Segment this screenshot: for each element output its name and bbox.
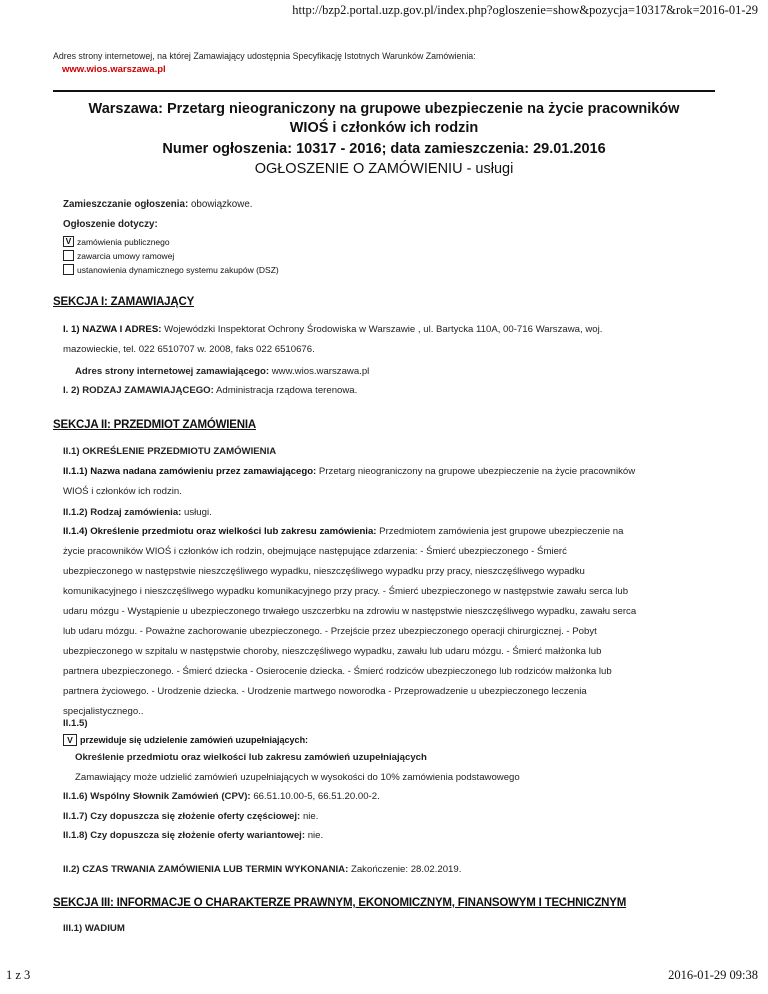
variant-offer-label: II.1.8) Czy dopuszcza się złożenie oferty wariantowej: bbox=[63, 830, 306, 841]
concerns-option-dsz bbox=[63, 264, 279, 275]
website-label: Adres strony internetowej zamawiającego: bbox=[75, 366, 270, 377]
cpv-value: 66.51.10.00-5, 66.51.20.00-2. bbox=[253, 791, 380, 802]
supplementary-heading: II.1.5) bbox=[63, 718, 88, 729]
concerns-label: Ogłoszenie dotyczy: bbox=[63, 219, 158, 230]
duration-row bbox=[63, 864, 461, 875]
option-label: ustanowienia dynamicznego systemu zakupów (DSZ) bbox=[77, 264, 279, 275]
supplementary-option bbox=[63, 734, 308, 746]
checkbox-checked-icon: V bbox=[63, 236, 74, 247]
option-label: zamówienia publicznego bbox=[77, 236, 170, 247]
type-value: Administracja rządowa terenowa. bbox=[215, 385, 358, 396]
title-line-2: WIOŚ i członków ich rodzin bbox=[289, 120, 479, 136]
name-address-label: I. 1) NAZWA I ADRES: bbox=[63, 324, 162, 335]
variant-offer-row bbox=[63, 830, 323, 841]
concerns-option-framework bbox=[63, 250, 174, 261]
section-1-website bbox=[75, 366, 369, 377]
publication-row bbox=[63, 199, 253, 210]
subject-heading: II.1) OKREŚLENIE PRZEDMIOTU ZAMÓWIENIA bbox=[63, 446, 277, 457]
supplementary-sub-value: Zamawiający może udzielić zamówień uzupełniających w wysokości do 10% zamówienia podstawowego bbox=[75, 772, 520, 783]
option-label: zawarcia umowy ramowej bbox=[77, 250, 175, 261]
notice-type-line: OGŁOSZENIE O ZAMÓWIENIU - usługi bbox=[254, 161, 514, 177]
section-1-heading: SEKCJA I: ZAMAWIAJĄCY bbox=[53, 296, 195, 308]
website-value: www.wios.warszawa.pl bbox=[271, 366, 370, 377]
duration-label: II.2) CZAS TRWANIA ZAMÓWIENIA LUB TERMIN WYKONANIA: bbox=[63, 864, 349, 875]
partial-offer-value: nie. bbox=[302, 811, 319, 822]
section-1-name-address: I. 1) NAZWA I ADRES: Wojewódzki Inspektorat Ochrony Środowiska w Warszawie , ul. Bartycka 110A, 00-716 Warszawa, woj. mazowieckie, tel. 022 6510707 w. 2008, faks 022 6510676. bbox=[63, 324, 603, 355]
concerns-option-public bbox=[63, 236, 170, 247]
order-type bbox=[63, 507, 212, 518]
section-3-heading: SEKCJA III: INFORMACJE O CHARAKTERZE PRAWNYM, EKONOMICZNYM, FINANSOWYM I TECHNICZNYM bbox=[53, 897, 627, 909]
order-name-label: II.1.1) Nazwa nadana zamówieniu przez zamawiającego: bbox=[63, 466, 317, 477]
title-line-1: Warszawa: Przetarg nieograniczony na grupowe ubezpieczenie na życie pracowników bbox=[88, 101, 680, 117]
section-2-heading: SEKCJA II: PRZEDMIOT ZAMÓWIENIA bbox=[53, 419, 256, 431]
order-type-label: II.1.2) Rodzaj zamówienia: bbox=[63, 507, 182, 518]
print-timestamp: 2016-01-29 09:38 bbox=[668, 968, 758, 982]
supplementary-sub-label: Określenie przedmiotu oraz wielkości lub zakresu zamówień uzupełniających bbox=[75, 752, 427, 763]
siwz-intro-text: Adres strony internetowej, na której Zamawiający udostępnia Specyfikację Istotnych Warunków Zamówienia: bbox=[53, 51, 476, 61]
order-name: II.1.1) Nazwa nadana zamówieniu przez zamawiającego: Przetarg nieograniczony na grupowe ubezpieczenie na życie pracowników WIOŚ i członków ich rodzin. bbox=[63, 466, 636, 497]
notice-title-block bbox=[53, 90, 715, 179]
type-label: I. 2) RODZAJ ZAMAWIAJĄCEGO: bbox=[63, 385, 214, 396]
deposit-heading: III.1) WADIUM bbox=[63, 923, 125, 934]
variant-offer-value: nie. bbox=[307, 830, 324, 841]
partial-offer-label: II.1.7) Czy dopuszcza się złożenie oferty częściowej: bbox=[63, 811, 301, 822]
scope-description: II.1.4) Określenie przedmiotu oraz wielkości lub zakresu zamówienia: Przedmiotem zamówienia jest grupowe ubezpieczenie na życie pracowników WIOŚ i członków ich rodzin, obejmujące następujące zdarzenia: - Śmierć ubezpieczonego - Śmierć ubezpieczonego w następstwie nieszczęśliwego wypadku, nieszczęśliwego wypadku przy pracy, nieszczęśliwego wypadku komunikacyjnego i nieszczęśliwego wypadku komunikacyjnego przy pracy. - Śmierć ubezpieczonego w następstwie zawału serca lub udaru mózgu - Wystąpienie u ubezpieczonego trwałego uszczerbku na zdrowiu w następstwie nieszczęśliwego wypadku, zawału serca lub udaru mózgu. - Poważne zachorowanie ubezpieczonego. - Przejście przez ubezpieczonego operacji chirurgicznej. - Pobyt ubezpieczonego w szpitalu w następstwie choroby, nieszczęśliwego wypadku, zawału lub udaru mózgu. - Śmierć małżonka lub partnera ubezpieczonego. - Śmierć dziecka - Osierocenie dziecka. - Śmierć rodziców ubezpieczonego lub rodziców małżonka lub partnera życiowego. - Urodzenie dziecka. - Urodzenie martwego noworodka - Przeprowadzenie u ubezpieczonego leczenia specjalistycznego.. bbox=[63, 526, 637, 717]
cpv-row bbox=[63, 791, 380, 802]
checkbox-empty-icon bbox=[63, 264, 74, 275]
cpv-label: II.1.6) Wspólny Słownik Zamówień (CPV): bbox=[63, 791, 251, 802]
checkbox-empty-icon bbox=[63, 250, 74, 261]
page-url-header: http://bzp2.portal.uzp.gov.pl/index.php?ogloszenie=show&pozycja=10317&rok=2016-01-29 bbox=[292, 3, 758, 17]
section-1-type bbox=[63, 385, 357, 396]
siwz-website-link[interactable]: www.wios.warszawa.pl bbox=[62, 64, 166, 75]
page-count: 1 z 3 bbox=[6, 968, 31, 982]
publication-label: Zamieszczanie ogłoszenia: bbox=[63, 199, 189, 210]
notice-number-line: Numer ogłoszenia: 10317 - 2016; data zamieszczenia: 29.01.2016 bbox=[162, 141, 606, 157]
duration-value: Zakończenie: 28.02.2019. bbox=[350, 864, 462, 875]
publication-value: obowiązkowe. bbox=[190, 199, 253, 210]
partial-offer-row bbox=[63, 811, 318, 822]
scope-label: II.1.4) Określenie przedmiotu oraz wielkości lub zakresu zamówienia: bbox=[63, 526, 377, 537]
supplementary-text: przewiduje się udzielenie zamówień uzupełniających: bbox=[80, 735, 309, 745]
checkbox-checked-icon: V bbox=[63, 734, 77, 746]
order-type-value: usługi. bbox=[184, 507, 212, 518]
